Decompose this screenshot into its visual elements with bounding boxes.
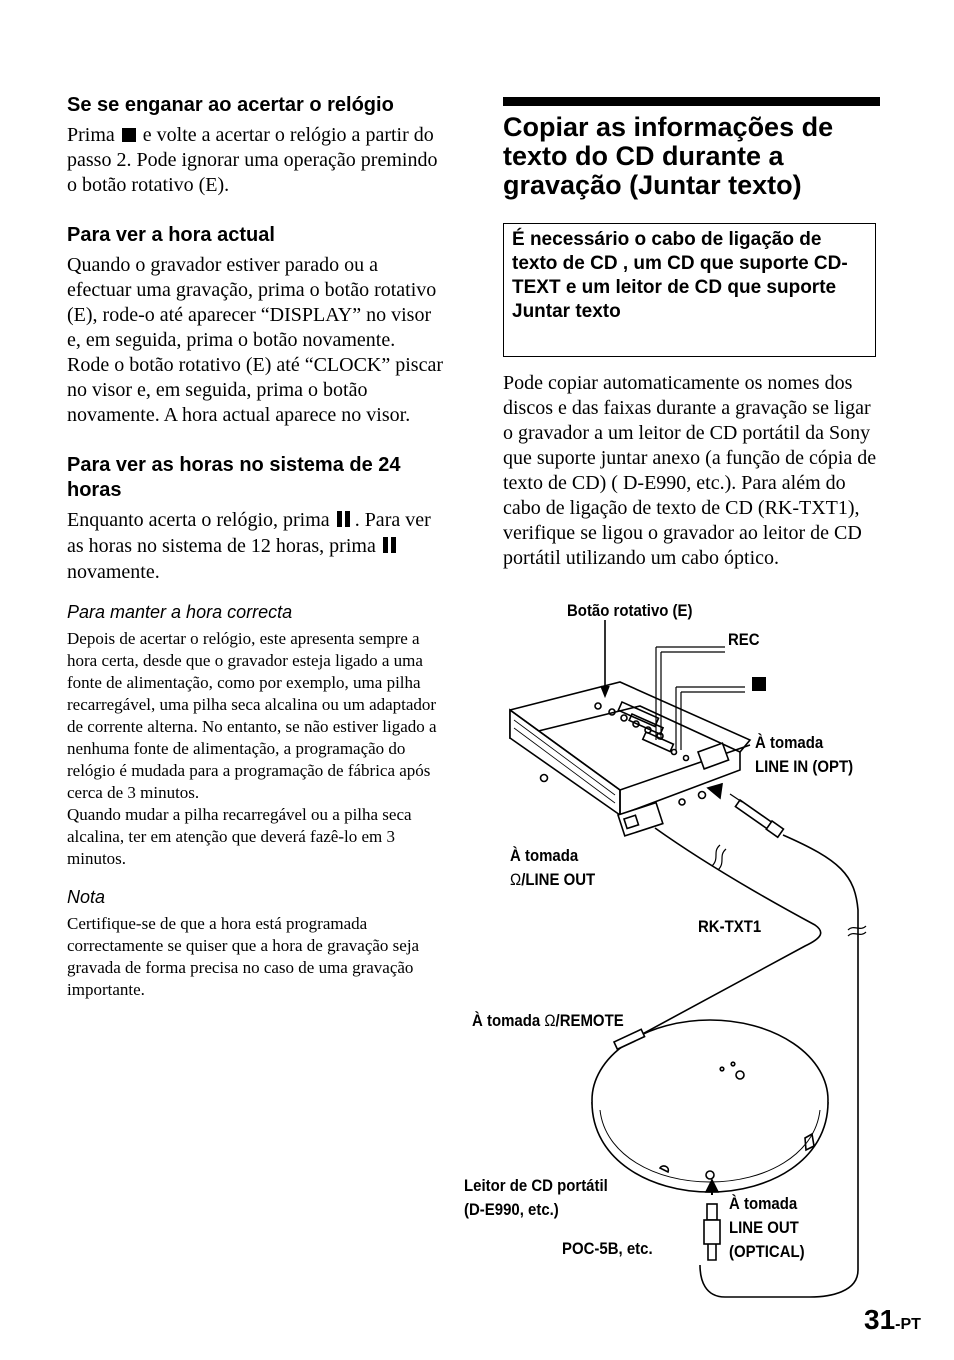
page-title: Copiar as informações de texto do CD durante a gravação (Juntar texto) [503, 112, 834, 200]
pause-icon [383, 535, 399, 560]
headphones-icon: Ω [510, 870, 522, 889]
cd-player [592, 1020, 828, 1192]
requirement-text: É necessário o cabo de ligação de texto de CD , um CD que suporte CD-TEXT e um leitor de CD que suporte Juntar texto [512, 229, 848, 322]
stop-symbol-label [752, 677, 766, 691]
heading-note: Nota [67, 887, 106, 907]
label-rk-txt1: RK-TXT1 [698, 917, 762, 936]
label-rec: REC [728, 630, 760, 649]
label-botao-rotativo: Botão rotativo (E) [567, 601, 693, 620]
intro-paragraph: Pode copiar automaticamente os nomes dos discos e das faixas durante a gravação se ligar o gravador a um leitor de CD portátil da Sony que suporte juntar anexo (a função de cópia de texto de CD) ( D-E990, etc.). Para além do cabo de ligação de texto de CD (RK-TXT1), verifique se ligou o gravador ao leitor de CD portátil utilizando um cabo óptico. [503, 372, 877, 569]
requirement-box [503, 223, 876, 357]
para-24h: Enquanto acerta o relógio, prima . Para ver as horas no sistema de 12 horas, prima novamente. [67, 509, 431, 583]
label-line-in: À tomada LINE IN (OPT) [755, 733, 854, 776]
headphones-icon: Ω [544, 1011, 556, 1030]
label-line-out: À tomada Ω/LINE OUT [510, 846, 596, 889]
stop-icon [122, 128, 136, 142]
label-line-out-optical: À tomada LINE OUT (OPTICAL) [729, 1194, 805, 1261]
heading-current-time: Para ver a hora actual [67, 224, 275, 246]
para-current-time-1: Quando o gravador estiver parado ou a efectuar uma gravação, prima o botão rotativo (E), rode-o até aparecer “DISPLAY” no visor e, em seguida, prima o botão novamente. [67, 254, 437, 351]
para-wrong-clock: Prima e volte a acertar o relógio a partir do passo 2. Pode ignorar uma operação premindo o botão rotativo (E). [67, 124, 438, 196]
para-keep-time-1: Depois de acertar o relógio, este apresenta sempre a hora certa, desde que o gravador esteja ligado a uma fonte de alimentação, como por exemplo, uma pilha recarregável, uma pilha seca alcalina ou um adaptador de corrente alterna. No entanto, se não estiver ligado a nenhuma fonte de alimentação, a programação do relógio é mudada para a programação de fábrica após cerca de 3 minutos. [67, 629, 437, 802]
para-note: Certifique-se de que a hora está programada correctamente se quiser que a hora de gravação seja gravada de forma precisa no caso de uma gravação importante. [67, 914, 420, 999]
md-recorder [510, 682, 750, 836]
label-cd-player: Leitor de CD portátil (D-E990, etc.) [464, 1176, 608, 1219]
left-column [67, 93, 447, 1001]
heading-keep-time: Para manter a hora correcta [67, 602, 293, 622]
para-current-time-2: Rode o botão rotativo (E) até “CLOCK” piscar no visor e, em seguida, prima o botão novamente. A hora actual aparece no visor. [67, 354, 443, 426]
label-remote: À tomada Ω/REMOTE [472, 1011, 624, 1030]
para-keep-time-2: Quando mudar a pilha recarregável ou a pilha seca alcalina, ter em atenção que deverá fazê-lo em 3 minutos. [67, 805, 412, 868]
page-number: 31-PT [864, 1304, 921, 1335]
label-poc: POC-5B, etc. [562, 1239, 653, 1258]
heading-wrong-clock: Se se enganar ao acertar o relógio [67, 94, 394, 116]
heading-24h: Para ver as horas no sistema de 24 horas [67, 454, 401, 501]
title-rule [503, 97, 880, 106]
pause-icon [337, 509, 353, 534]
